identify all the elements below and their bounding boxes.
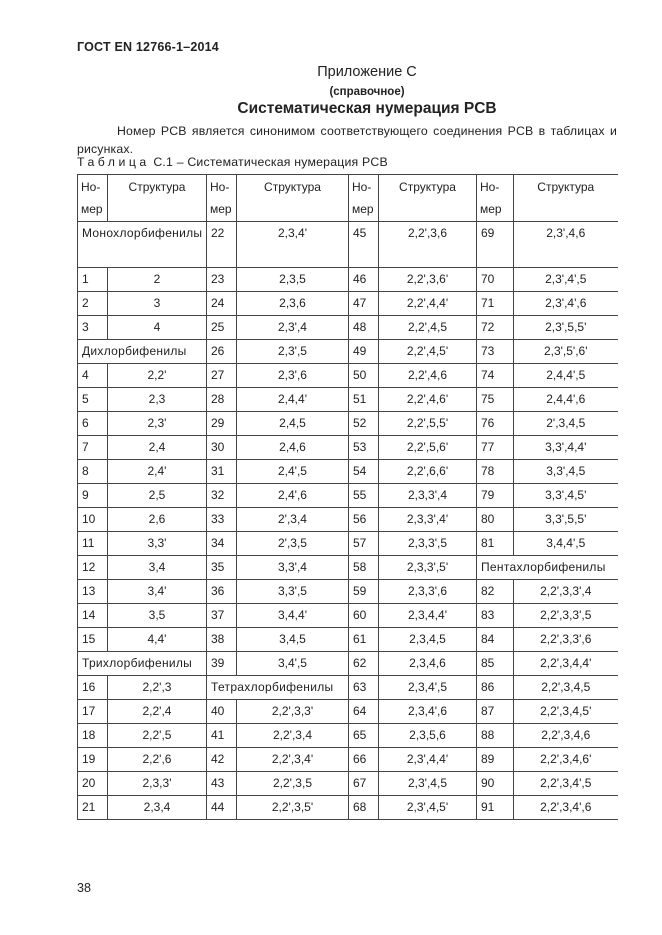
congener-structure: 2,3,4',6 <box>379 700 477 724</box>
intro-paragraph: Номер PCB является синонимом соответствующего соединения PCB в таблицах и рисунках. <box>77 124 617 156</box>
document-header: ГОСТ EN 12766-1–2014 <box>77 40 219 54</box>
column-header-structure: Структура <box>514 175 618 222</box>
congener-number: 10 <box>78 508 108 532</box>
congener-number: 71 <box>477 292 514 316</box>
congener-number: 21 <box>78 796 108 820</box>
congener-structure: 2,4,4',5 <box>514 364 618 388</box>
table-row <box>78 796 618 820</box>
congener-structure: 2,2',4 <box>108 700 207 724</box>
congener-number: 56 <box>349 508 379 532</box>
table-row <box>78 460 618 484</box>
column-header-number: Но-мер <box>78 175 108 222</box>
congener-structure: 2,2',5,6' <box>379 436 477 460</box>
congener-structure: 3,4,4',5 <box>514 532 618 556</box>
column-header-structure: Структура <box>108 175 207 222</box>
congener-structure: 3,3' <box>108 532 207 556</box>
congener-number: 8 <box>78 460 108 484</box>
congener-number: 15 <box>78 628 108 652</box>
table-row <box>78 556 618 580</box>
congener-number: 86 <box>477 676 514 700</box>
congener-number: 58 <box>349 556 379 580</box>
table-row <box>78 508 618 532</box>
appendix-note: (справочное) <box>329 86 405 98</box>
congener-number: 67 <box>349 772 379 796</box>
congener-number: 24 <box>207 292 237 316</box>
congener-structure: 2,2',6,6' <box>379 460 477 484</box>
column-header-number: Но-мер <box>207 175 237 222</box>
table-caption <box>77 155 388 169</box>
congener-structure: 2,4' <box>108 460 207 484</box>
pcb-numbering-table <box>77 174 618 820</box>
congener-structure: 2,3,3',5' <box>379 556 477 580</box>
congener-number: 91 <box>477 796 514 820</box>
congener-structure: 2,2',3,4,6' <box>514 748 618 772</box>
congener-structure: 2,4,6 <box>237 436 349 460</box>
column-header-number: Но-мер <box>349 175 379 222</box>
congener-number: 32 <box>207 484 237 508</box>
congener-number: 45 <box>349 222 379 268</box>
congener-number: 30 <box>207 436 237 460</box>
congener-number: 34 <box>207 532 237 556</box>
congener-structure: 2,4',6 <box>237 484 349 508</box>
congener-structure: 2,3,3',5 <box>379 532 477 556</box>
congener-structure: 3,5 <box>108 604 207 628</box>
table-header-row <box>78 175 618 222</box>
congener-structure: 2,2',3,4,5 <box>514 676 618 700</box>
congener-number: 79 <box>477 484 514 508</box>
congener-structure: 2,3,5 <box>237 268 349 292</box>
congener-structure: 2,3',5 <box>237 340 349 364</box>
congener-number: 70 <box>477 268 514 292</box>
congener-number: 75 <box>477 388 514 412</box>
congener-number: 6 <box>78 412 108 436</box>
congener-structure: 2',3,4 <box>237 508 349 532</box>
congener-number: 41 <box>207 724 237 748</box>
congener-number: 31 <box>207 460 237 484</box>
congener-number: 49 <box>349 340 379 364</box>
section-heading: Трихлорбифенилы <box>78 652 207 676</box>
congener-structure: 2,2',3,3',5 <box>514 604 618 628</box>
congener-number: 53 <box>349 436 379 460</box>
congener-structure: 2,3',4,5' <box>379 796 477 820</box>
congener-number: 7 <box>78 436 108 460</box>
congener-number: 46 <box>349 268 379 292</box>
congener-structure: 2,2',3,5' <box>237 796 349 820</box>
congener-structure: 2,2',4,6' <box>379 388 477 412</box>
congener-structure: 3 <box>108 292 207 316</box>
congener-number: 4 <box>78 364 108 388</box>
congener-structure: 2,2',3,4,4' <box>514 652 618 676</box>
column-header-structure: Структура <box>237 175 349 222</box>
congener-number: 62 <box>349 652 379 676</box>
congener-structure: 2,4,5 <box>237 412 349 436</box>
column-header-structure: Структура <box>379 175 477 222</box>
congener-structure: 3,4,4' <box>237 604 349 628</box>
congener-number: 28 <box>207 388 237 412</box>
congener-number: 81 <box>477 532 514 556</box>
congener-number: 73 <box>477 340 514 364</box>
congener-structure: 2,2',3,4,5' <box>514 700 618 724</box>
congener-structure: 2,3,3' <box>108 772 207 796</box>
congener-number: 64 <box>349 700 379 724</box>
congener-number: 17 <box>78 700 108 724</box>
congener-number: 78 <box>477 460 514 484</box>
congener-number: 23 <box>207 268 237 292</box>
congener-structure: 2,3,4,5 <box>379 628 477 652</box>
congener-number: 13 <box>78 580 108 604</box>
congener-structure: 2,4 <box>108 436 207 460</box>
congener-number: 76 <box>477 412 514 436</box>
congener-number: 83 <box>477 604 514 628</box>
table-row <box>78 316 618 340</box>
congener-number: 40 <box>207 700 237 724</box>
congener-structure: 2,2',3,3',6 <box>514 628 618 652</box>
congener-number: 19 <box>78 748 108 772</box>
table-row <box>78 676 618 700</box>
congener-number: 54 <box>349 460 379 484</box>
congener-number: 3 <box>78 316 108 340</box>
congener-structure: 2,2',3,4' <box>237 748 349 772</box>
congener-number: 27 <box>207 364 237 388</box>
congener-structure: 2,2',3,3' <box>237 700 349 724</box>
appendix-heading: Систематическая нумерация PCB <box>237 100 497 117</box>
congener-structure: 3,4 <box>108 556 207 580</box>
congener-number: 39 <box>207 652 237 676</box>
congener-structure: 2,4',5 <box>237 460 349 484</box>
table-row <box>78 388 618 412</box>
congener-structure: 3,4' <box>108 580 207 604</box>
table-row <box>78 628 618 652</box>
congener-structure: 2,3',5',6' <box>514 340 618 364</box>
congener-structure: 2,2',4,5' <box>379 340 477 364</box>
congener-number: 11 <box>78 532 108 556</box>
congener-structure: 2',3,5 <box>237 532 349 556</box>
congener-structure: 2,2',3,6 <box>379 222 477 268</box>
congener-structure: 3,3',4,5' <box>514 484 618 508</box>
congener-structure: 2,3',5,5' <box>514 316 618 340</box>
congener-structure: 2,5 <box>108 484 207 508</box>
congener-structure: 2,3',4,6 <box>514 222 618 268</box>
congener-structure: 2 <box>108 268 207 292</box>
column-header-number: Но-мер <box>477 175 514 222</box>
congener-structure: 2,2',3,4',5 <box>514 772 618 796</box>
congener-structure: 2',3,4,5 <box>514 412 618 436</box>
congener-number: 57 <box>349 532 379 556</box>
congener-structure: 2,3,4,4' <box>379 604 477 628</box>
congener-number: 51 <box>349 388 379 412</box>
congener-number: 82 <box>477 580 514 604</box>
congener-number: 77 <box>477 436 514 460</box>
congener-number: 87 <box>477 700 514 724</box>
congener-number: 26 <box>207 340 237 364</box>
congener-structure: 2,3,4 <box>108 796 207 820</box>
congener-number: 36 <box>207 580 237 604</box>
table-row <box>78 222 618 268</box>
table-row <box>78 532 618 556</box>
appendix-title: Приложение С <box>317 64 417 80</box>
section-heading: Дихлорбифенилы <box>78 340 207 364</box>
table-row <box>78 412 618 436</box>
congener-structure: 4 <box>108 316 207 340</box>
congener-number: 48 <box>349 316 379 340</box>
congener-structure: 2,2',3,5 <box>237 772 349 796</box>
table-caption-text: С.1 – Систематическая нумерация PCB <box>153 155 388 169</box>
congener-structure: 2,3',4',5 <box>514 268 618 292</box>
congener-structure: 2,6 <box>108 508 207 532</box>
congener-structure: 2,3',4 <box>237 316 349 340</box>
page-number: 38 <box>77 881 91 895</box>
congener-structure: 2,2' <box>108 364 207 388</box>
congener-number: 43 <box>207 772 237 796</box>
congener-number: 85 <box>477 652 514 676</box>
table-row <box>78 724 618 748</box>
congener-structure: 2,2',3,4',6 <box>514 796 618 820</box>
congener-number: 63 <box>349 676 379 700</box>
congener-structure: 2,2',5 <box>108 724 207 748</box>
congener-structure: 2,3' <box>108 412 207 436</box>
table-row <box>78 484 618 508</box>
congener-number: 66 <box>349 748 379 772</box>
congener-structure: 2,2',4,5 <box>379 316 477 340</box>
congener-structure: 2,2',4,6 <box>379 364 477 388</box>
congener-number: 52 <box>349 412 379 436</box>
congener-number: 74 <box>477 364 514 388</box>
congener-structure: 2,3,4,6 <box>379 652 477 676</box>
congener-number: 84 <box>477 628 514 652</box>
congener-structure: 3,3',4 <box>237 556 349 580</box>
congener-structure: 3,4,5 <box>237 628 349 652</box>
section-heading: Пентахлорбифенилы <box>477 556 618 580</box>
congener-structure: 3,3',4,5 <box>514 460 618 484</box>
congener-structure: 3,4',5 <box>237 652 349 676</box>
table-row <box>78 268 618 292</box>
congener-number: 35 <box>207 556 237 580</box>
table-row <box>78 292 618 316</box>
congener-number: 22 <box>207 222 237 268</box>
congener-structure: 2,3,4',5 <box>379 676 477 700</box>
congener-structure: 2,3,5,6 <box>379 724 477 748</box>
congener-structure: 2,4,4',6 <box>514 388 618 412</box>
congener-structure: 2,3',6 <box>237 364 349 388</box>
congener-number: 25 <box>207 316 237 340</box>
congener-number: 60 <box>349 604 379 628</box>
table-caption-prefix: Таблица <box>77 155 150 169</box>
table-row <box>78 700 618 724</box>
congener-number: 18 <box>78 724 108 748</box>
congener-structure: 3,3',4,4' <box>514 436 618 460</box>
table-row <box>78 772 618 796</box>
table-row <box>78 340 618 364</box>
table-row <box>78 436 618 460</box>
congener-number: 38 <box>207 628 237 652</box>
table-row <box>78 580 618 604</box>
congener-structure: 2,2',5,5' <box>379 412 477 436</box>
congener-structure: 2,2',3,3',4 <box>514 580 618 604</box>
congener-number: 47 <box>349 292 379 316</box>
congener-number: 9 <box>78 484 108 508</box>
congener-number: 5 <box>78 388 108 412</box>
congener-number: 69 <box>477 222 514 268</box>
congener-number: 20 <box>78 772 108 796</box>
congener-number: 12 <box>78 556 108 580</box>
congener-number: 1 <box>78 268 108 292</box>
congener-number: 37 <box>207 604 237 628</box>
congener-structure: 2,2',3,4 <box>237 724 349 748</box>
congener-structure: 2,2',3,4,6 <box>514 724 618 748</box>
congener-structure: 2,3',4,5 <box>379 772 477 796</box>
congener-structure: 2,2',3,6' <box>379 268 477 292</box>
congener-number: 89 <box>477 748 514 772</box>
congener-number: 50 <box>349 364 379 388</box>
congener-number: 59 <box>349 580 379 604</box>
section-heading: Монохлорбифенилы <box>78 222 207 268</box>
congener-number: 16 <box>78 676 108 700</box>
table-row <box>78 604 618 628</box>
congener-number: 2 <box>78 292 108 316</box>
congener-structure: 4,4' <box>108 628 207 652</box>
table-row <box>78 652 618 676</box>
congener-structure: 2,2',4,4' <box>379 292 477 316</box>
congener-structure: 2,3 <box>108 388 207 412</box>
congener-structure: 2,2',3 <box>108 676 207 700</box>
congener-structure: 2,3',4,4' <box>379 748 477 772</box>
congener-structure: 3,3',5,5' <box>514 508 618 532</box>
congener-structure: 2,4,4' <box>237 388 349 412</box>
congener-number: 55 <box>349 484 379 508</box>
congener-number: 33 <box>207 508 237 532</box>
congener-number: 65 <box>349 724 379 748</box>
congener-structure: 3,3',5 <box>237 580 349 604</box>
congener-number: 90 <box>477 772 514 796</box>
congener-structure: 2,3,4' <box>237 222 349 268</box>
congener-number: 29 <box>207 412 237 436</box>
congener-structure: 2,3',4',6 <box>514 292 618 316</box>
congener-number: 88 <box>477 724 514 748</box>
congener-structure: 2,3,6 <box>237 292 349 316</box>
congener-structure: 2,2',6 <box>108 748 207 772</box>
congener-number: 72 <box>477 316 514 340</box>
congener-number: 68 <box>349 796 379 820</box>
congener-number: 14 <box>78 604 108 628</box>
section-heading: Тетрахлорбифенилы <box>207 676 349 700</box>
congener-structure: 2,3,3',6 <box>379 580 477 604</box>
table-row <box>78 364 618 388</box>
congener-number: 44 <box>207 796 237 820</box>
congener-number: 42 <box>207 748 237 772</box>
congener-structure: 2,3,3',4 <box>379 484 477 508</box>
table-row <box>78 748 618 772</box>
congener-structure: 2,3,3',4' <box>379 508 477 532</box>
congener-number: 61 <box>349 628 379 652</box>
congener-number: 80 <box>477 508 514 532</box>
